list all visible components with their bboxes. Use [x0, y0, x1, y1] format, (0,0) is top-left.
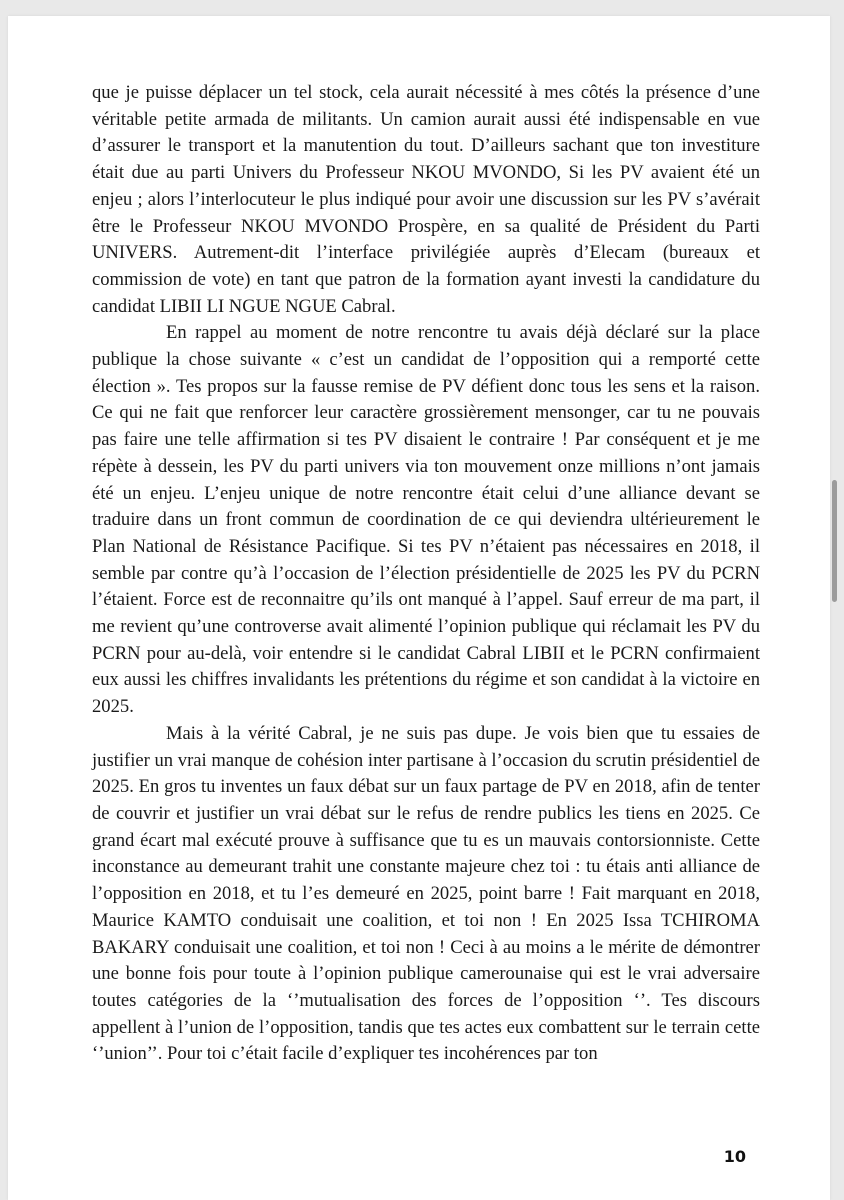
paragraph: Mais à la vérité Cabral, je ne suis pas dupe. Je vois bien que tu essaies de justifier un vrai manque de cohésion inter partisane à l’occasion du scrutin présidentiel de 2025. En gros tu inventes un faux débat sur un faux partage de PV en 2018, afin de tenter de couvrir et justifier un vrai débat sur le refus de rendre publics les tiens en 2025. Ce grand écart mal exécuté prouve à suffisance que tu es un mauvais contorsionniste. Cette inconstance au demeurant trahit une constante majeure chez toi : tu étais anti alliance de l’opposition en 2018, et tu l’es demeuré en 2025, point barre ! Fait marquant en 2018, Maurice KAMTO conduisait une coalition, et toi non ! En 2025 Issa TCHIROMA BAKARY conduisait une coalition, et toi non ! Ceci à au moins a le mérite de démontrer une bonne fois pour toute à l’opinion publique camerounaise qui est le vrai adversaire toutes catégories de la ‘’mutualisation des forces de l’opposition ‘’. Tes discours appellent à l’union de l’opposition, tandis que tes actes eux combattent sur le terrain cette ‘’union’’. Pour toi c’était facile d’expliquer tes incohérences par ton: [92, 722, 760, 1065]
body-text: [92, 80, 760, 1068]
paragraph: En rappel au moment de notre rencontre tu avais déjà déclaré sur la place publique la chose suivante « c’est un candidat de l’opposition qui a remporté cette élection ». Tes propos sur la fausse remise de PV défient donc tous les sens et la raison. Ce qui ne fait que renforcer leur caractère grossièrement mensonger, car tu ne pouvais pas faire une telle affirmation si tes PV disaient le contraire ! Par conséquent et je me répète à dessein, les PV du parti univers via ton mouvement onze millions n’ont jamais été un enjeu. L’enjeu unique de notre rencontre était celui d’une alliance devant se traduire dans un front commun de coordination de ce qui deviendra ultérieurement le Plan National de Résistance Pacifique. Si tes PV n’étaient pas nécessaires en 2018, il semble par contre qu’à l’occasion de l’élection présidentielle de 2025 les PV du PCRN l’étaient. Force est de reconnaitre qu’ils ont manqué à l’appel. Sauf erreur de ma part, il me revient qu’une controverse avait alimenté l’opinion publique qui réclamait les PV du PCRN pour au-delà, voir entendre si le candidat Cabral LIBII et le PCRN confirmaient eux aussi les chiffres invalidants les prétentions du régime et son candidat à la victoire en 2025.: [92, 322, 760, 718]
document-page: [8, 16, 830, 1200]
scrollbar-thumb[interactable]: [832, 480, 837, 602]
page-number: 10: [723, 1147, 746, 1166]
paragraph: que je puisse déplacer un tel stock, cela aurait nécessité à mes côtés la présence d’une véritable petite armada de militants. Un camion aurait aussi été indispensable en vue d’assurer le transport et la manutention du tout. D’ailleurs sachant que ton investiture était due au parti Univers du Professeur NKOU MVONDO, Si les PV avaient été un enjeu ; alors l’interlocuteur le plus indiqué pour avoir une discussion sur les PV s’avérait être le Professeur NKOU MVONDO Prospère, en sa qualité de Président du Parti UNIVERS. Autrement-dit l’interface privilégiée auprès d’Elecam (bureaux et commission de vote) en tant que patron de la formation ayant investi la candidature du candidat LIBII LI NGUE NGUE Cabral.: [92, 82, 760, 317]
